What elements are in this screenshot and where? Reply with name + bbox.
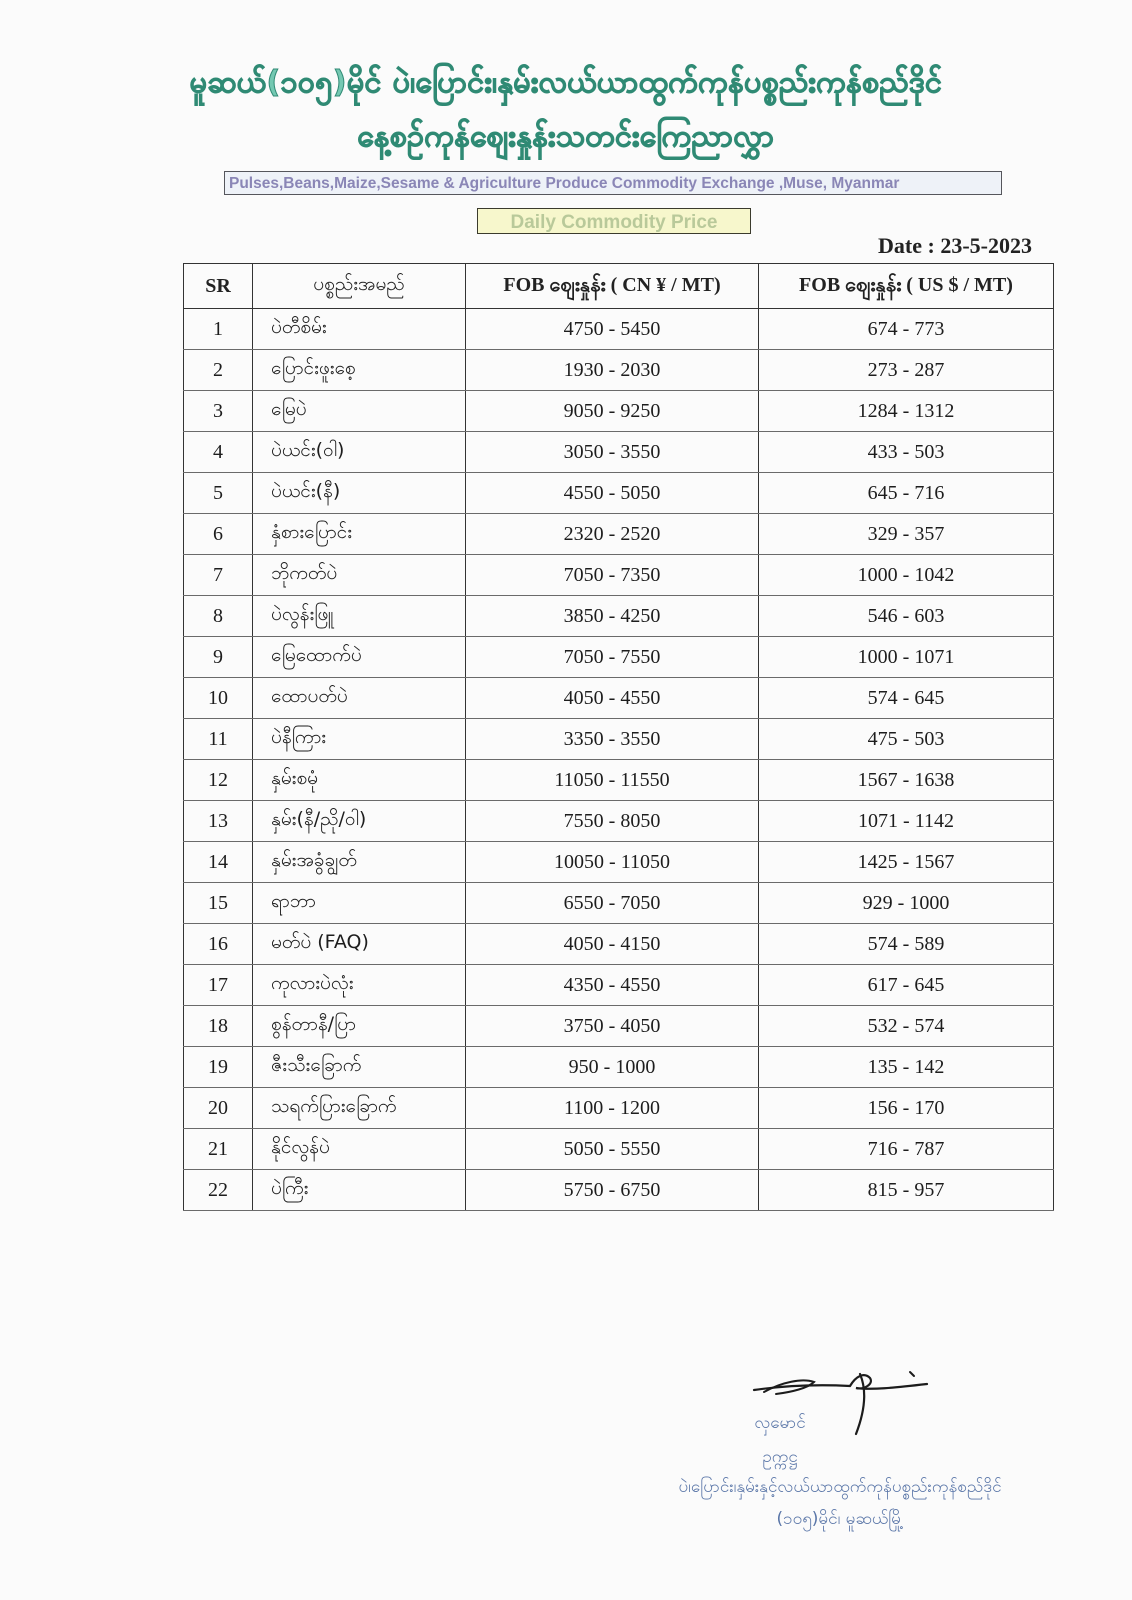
table-row	[184, 1088, 1054, 1129]
cell-cn-price: 3050 - 3550	[466, 432, 759, 473]
table-row	[184, 309, 1054, 350]
table-row	[184, 1129, 1054, 1170]
cell-cn-price: 5750 - 6750	[466, 1170, 759, 1211]
cell-us-price: 815 - 957	[759, 1170, 1054, 1211]
cell-cn-price: 3750 - 4050	[466, 1006, 759, 1047]
cell-us-price: 329 - 357	[759, 514, 1054, 555]
cell-us-price: 929 - 1000	[759, 883, 1054, 924]
cell-sr: 6	[184, 514, 253, 555]
cell-cn-price: 1100 - 1200	[466, 1088, 759, 1129]
cell-commodity-name: နှမ်းစမုံ	[253, 760, 466, 801]
cell-sr: 13	[184, 801, 253, 842]
cell-commodity-name: နှံစားပြောင်း	[253, 514, 466, 555]
cell-commodity-name: ပြောင်းဖူးစေ့	[253, 350, 466, 391]
cell-us-price: 645 - 716	[759, 473, 1054, 514]
cell-us-price: 433 - 503	[759, 432, 1054, 473]
cell-sr: 4	[184, 432, 253, 473]
cell-cn-price: 4750 - 5450	[466, 309, 759, 350]
table-row	[184, 473, 1054, 514]
cell-us-price: 574 - 589	[759, 924, 1054, 965]
cell-us-price: 135 - 142	[759, 1047, 1054, 1088]
table-row	[184, 637, 1054, 678]
column-header-us-price: FOB စျေးနှုန်း ( US $ / MT)	[759, 264, 1054, 309]
signatory-title: ဥက္ကဋ္ဌ	[762, 1447, 798, 1467]
table-row	[184, 391, 1054, 432]
cell-us-price: 674 - 773	[759, 309, 1054, 350]
cell-cn-price: 7050 - 7350	[466, 555, 759, 596]
cell-us-price: 532 - 574	[759, 1006, 1054, 1047]
cell-sr: 20	[184, 1088, 253, 1129]
cell-commodity-name: ပဲလွန်းဖြူ	[253, 596, 466, 637]
cell-commodity-name: စွန်တာနီ/ပြာ	[253, 1006, 466, 1047]
column-header-name: ပစ္စည်းအမည်	[253, 264, 466, 309]
cell-us-price: 1000 - 1071	[759, 637, 1054, 678]
english-banner: Pulses,Beans,Maize,Sesame & Agriculture Produce Commodity Exchange ,Muse, Myanmar	[224, 171, 1002, 195]
cell-cn-price: 11050 - 11550	[466, 760, 759, 801]
column-header-sr: SR	[184, 264, 253, 309]
cell-cn-price: 7550 - 8050	[466, 801, 759, 842]
cell-cn-price: 3850 - 4250	[466, 596, 759, 637]
cell-sr: 18	[184, 1006, 253, 1047]
cell-commodity-name: နိုင်လွန်ပဲ	[253, 1129, 466, 1170]
cell-commodity-name: ဘိုကတ်ပဲ	[253, 555, 466, 596]
table-row	[184, 1170, 1054, 1211]
cell-us-price: 617 - 645	[759, 965, 1054, 1006]
table-row	[184, 719, 1054, 760]
cell-commodity-name: ပဲကြီး	[253, 1170, 466, 1211]
cell-cn-price: 6550 - 7050	[466, 883, 759, 924]
cell-commodity-name: နှမ်း(နီ/ညို/ဝါ)	[253, 801, 466, 842]
header-title-line1: မူဆယ်(၁၀၅)မိုင် ပဲ၊ပြောင်း၊နှမ်းလယ်ယာထွက်ကုန်ပစ္စည်းကုန်စည်ဒိုင်	[189, 65, 943, 100]
cell-sr: 12	[184, 760, 253, 801]
daily-commodity-banner: Daily Commodity Price	[477, 208, 751, 234]
cell-sr: 9	[184, 637, 253, 678]
cell-us-price: 1284 - 1312	[759, 391, 1054, 432]
cell-sr: 11	[184, 719, 253, 760]
cell-commodity-name: နှမ်းအခွံချွတ်	[253, 842, 466, 883]
cell-cn-price: 4350 - 4550	[466, 965, 759, 1006]
table-row	[184, 678, 1054, 719]
signatory-location: (၁၀၅)မိုင်၊ မူဆယ်မြို့	[776, 1509, 904, 1529]
cell-cn-price: 7050 - 7550	[466, 637, 759, 678]
cell-us-price: 1071 - 1142	[759, 801, 1054, 842]
cell-sr: 14	[184, 842, 253, 883]
cell-sr: 8	[184, 596, 253, 637]
cell-commodity-name: မြေပဲ	[253, 391, 466, 432]
table-row	[184, 555, 1054, 596]
cell-us-price: 156 - 170	[759, 1088, 1054, 1129]
cell-cn-price: 1930 - 2030	[466, 350, 759, 391]
column-header-cn-price: FOB စျေးနှုန်း ( CN ¥ / MT)	[466, 264, 759, 309]
cell-cn-price: 950 - 1000	[466, 1047, 759, 1088]
table-row	[184, 514, 1054, 555]
table-row	[184, 924, 1054, 965]
cell-us-price: 1000 - 1042	[759, 555, 1054, 596]
cell-sr: 3	[184, 391, 253, 432]
table-body	[184, 309, 1054, 1211]
cell-commodity-name: ပဲနီကြား	[253, 719, 466, 760]
table-row	[184, 596, 1054, 637]
cell-cn-price: 3350 - 3550	[466, 719, 759, 760]
cell-cn-price: 5050 - 5550	[466, 1129, 759, 1170]
cell-us-price: 574 - 645	[759, 678, 1054, 719]
cell-sr: 22	[184, 1170, 253, 1211]
cell-sr: 15	[184, 883, 253, 924]
cell-us-price: 546 - 603	[759, 596, 1054, 637]
cell-commodity-name: ကုလားပဲလုံး	[253, 965, 466, 1006]
cell-sr: 7	[184, 555, 253, 596]
cell-cn-price: 9050 - 9250	[466, 391, 759, 432]
cell-us-price: 1425 - 1567	[759, 842, 1054, 883]
cell-commodity-name: ထောပတ်ပဲ	[253, 678, 466, 719]
table-row	[184, 965, 1054, 1006]
table-row	[184, 842, 1054, 883]
signatory-organization: ပဲ၊ပြောင်း၊နှမ်းနှင့်လယ်ယာထွက်ကုန်ပစ္စည်းကုန်စည်ဒိုင်	[678, 1477, 1002, 1497]
cell-sr: 5	[184, 473, 253, 514]
commodity-price-table	[183, 263, 1054, 1211]
cell-commodity-name: ဇီးသီးခြောက်	[253, 1047, 466, 1088]
table-row	[184, 432, 1054, 473]
cell-cn-price: 4050 - 4150	[466, 924, 759, 965]
cell-commodity-name: မြေထောက်ပဲ	[253, 637, 466, 678]
cell-sr: 17	[184, 965, 253, 1006]
cell-cn-price: 4050 - 4550	[466, 678, 759, 719]
cell-commodity-name: ပဲယင်း(နီ)	[253, 473, 466, 514]
table-row	[184, 760, 1054, 801]
cell-cn-price: 2320 - 2520	[466, 514, 759, 555]
cell-sr: 2	[184, 350, 253, 391]
header-title-line2: နေ့စဉ်ကုန်စျေးနှုန်းသတင်းကြေညာလွှာ	[357, 119, 775, 154]
cell-us-price: 716 - 787	[759, 1129, 1054, 1170]
cell-cn-price: 10050 - 11050	[466, 842, 759, 883]
cell-us-price: 1567 - 1638	[759, 760, 1054, 801]
cell-commodity-name: ပဲယင်း(ဝါ)	[253, 432, 466, 473]
cell-commodity-name: သရက်ပြားခြောက်	[253, 1088, 466, 1129]
cell-us-price: 475 - 503	[759, 719, 1054, 760]
cell-us-price: 273 - 287	[759, 350, 1054, 391]
table-row	[184, 801, 1054, 842]
table-row	[184, 1047, 1054, 1088]
table-row	[184, 1006, 1054, 1047]
report-date: Date : 23-5-2023	[878, 233, 1032, 258]
cell-commodity-name: ပဲတီစိမ်း	[253, 309, 466, 350]
cell-sr: 1	[184, 309, 253, 350]
table-row	[184, 350, 1054, 391]
cell-sr: 21	[184, 1129, 253, 1170]
signatory-name: လှမောင်	[754, 1413, 806, 1433]
cell-sr: 16	[184, 924, 253, 965]
cell-commodity-name: ရာဘာ	[253, 883, 466, 924]
cell-cn-price: 4550 - 5050	[466, 473, 759, 514]
table-row	[184, 883, 1054, 924]
cell-commodity-name: မတ်ပဲ (FAQ)	[253, 924, 466, 965]
cell-sr: 19	[184, 1047, 253, 1088]
cell-sr: 10	[184, 678, 253, 719]
table-header-row	[184, 264, 1054, 309]
